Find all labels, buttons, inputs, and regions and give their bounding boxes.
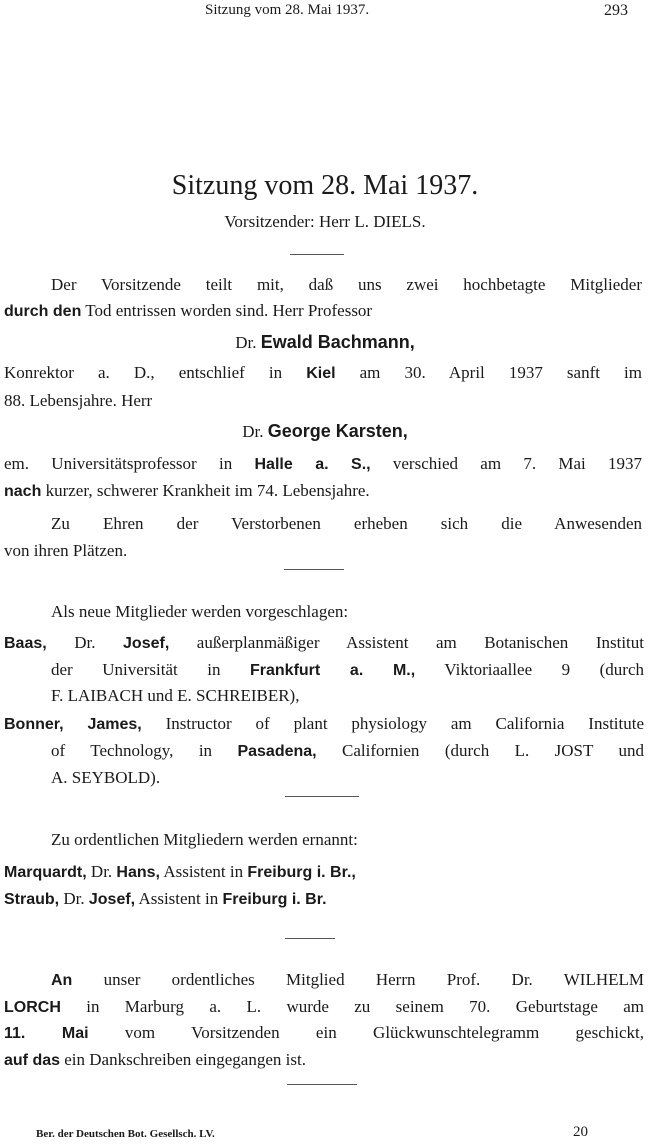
deceased-member-1: Dr. Ewald Bachmann, xyxy=(235,332,415,352)
section-divider xyxy=(290,254,344,255)
telegram-line-3: 11. Mai vom Vorsitzenden ein Glückwunschtelegramm geschickt, xyxy=(4,1023,644,1042)
proposed-member-2-line-1: Bonner, James, Instructor of plant physiology am California Institute xyxy=(4,714,645,733)
proposed-member-1-line-1: Baas, Dr. Josef, außerplanmäßiger Assistent am Botanischen Institut xyxy=(4,633,644,652)
chair-line xyxy=(0,212,650,232)
proposed-member-1-line-2: der Universität in Frankfurt a. M., Viktoriaallee 9 (durch xyxy=(51,660,644,679)
obituary-line-4: Konrektor a. D., entschlief in Kiel am 30. April 1937 sanft im xyxy=(4,363,643,382)
section-divider xyxy=(287,1084,357,1085)
chair-label: Vorsitzender: xyxy=(224,212,315,231)
appointed-member-2: Straub, Dr. Josef, Assistent in Freiburg i. Br. xyxy=(4,889,327,908)
telegram-line-4: auf das ein Dankschreiben eingegangen ist. xyxy=(4,1050,306,1069)
obituary-line-2: durch den Tod entrissen worden sind. Herr Professor xyxy=(4,301,373,320)
section-divider xyxy=(285,938,335,939)
deceased-member-2: Dr. George Karsten, xyxy=(242,421,408,441)
section-divider xyxy=(285,796,359,797)
proposed-member-2-line-3: A. SEYBOLD). xyxy=(51,768,161,787)
running-title: Sitzung vom 28. Mai 1937. xyxy=(205,2,370,18)
chair-name: Herr L. DIELS. xyxy=(318,212,426,231)
obituary-line-10: von ihren Plätzen. xyxy=(4,541,128,560)
obituary-line-1: Der Vorsitzende teilt mit, daß uns zwei hochbetagte Mitglieder xyxy=(51,275,642,294)
obituary-line-9: Zu Ehren der Verstorbenen erheben sich die Anwesenden xyxy=(51,514,642,533)
proposed-member-2-line-2: of Technology, in Pasadena, Californien (durch L. JOST und xyxy=(51,741,644,760)
obituary-line-7: em. Universitätsprofessor in Halle a. S., verschied am 7. Mai 1937 xyxy=(4,454,643,473)
section-divider xyxy=(284,569,344,570)
obituary-line-5: 88. Lebensjahre. Herr xyxy=(4,391,153,410)
appointed-heading: Zu ordentlichen Mitgliedern werden ernannt: xyxy=(51,830,358,849)
proposed-heading: Als neue Mitglieder werden vorgeschlagen: xyxy=(51,602,349,621)
journal-footer: Ber. der Deutschen Bot. Gesellsch. LV. xyxy=(36,1128,215,1140)
telegram-line-2: LORCH in Marburg a. L. wurde zu seinem 70. Geburtstage am xyxy=(4,997,644,1016)
obituary-line-8: nach kurzer, schwerer Krankheit im 74. Lebensjahre. xyxy=(4,481,370,500)
page-number: 293 xyxy=(604,2,628,19)
proposed-member-1-line-3: F. LAIBACH und E. SCHREIBER), xyxy=(51,686,300,705)
signature-mark: 20 xyxy=(573,1124,588,1140)
telegram-line-1: An unser ordentliches Mitglied Herrn Prof. Dr. WILHELM xyxy=(51,970,644,989)
appointed-member-1: Marquardt, Dr. Hans, Assistent in Freiburg i. Br., xyxy=(4,862,356,881)
page-title: Sitzung vom 28. Mai 1937. xyxy=(171,170,479,201)
